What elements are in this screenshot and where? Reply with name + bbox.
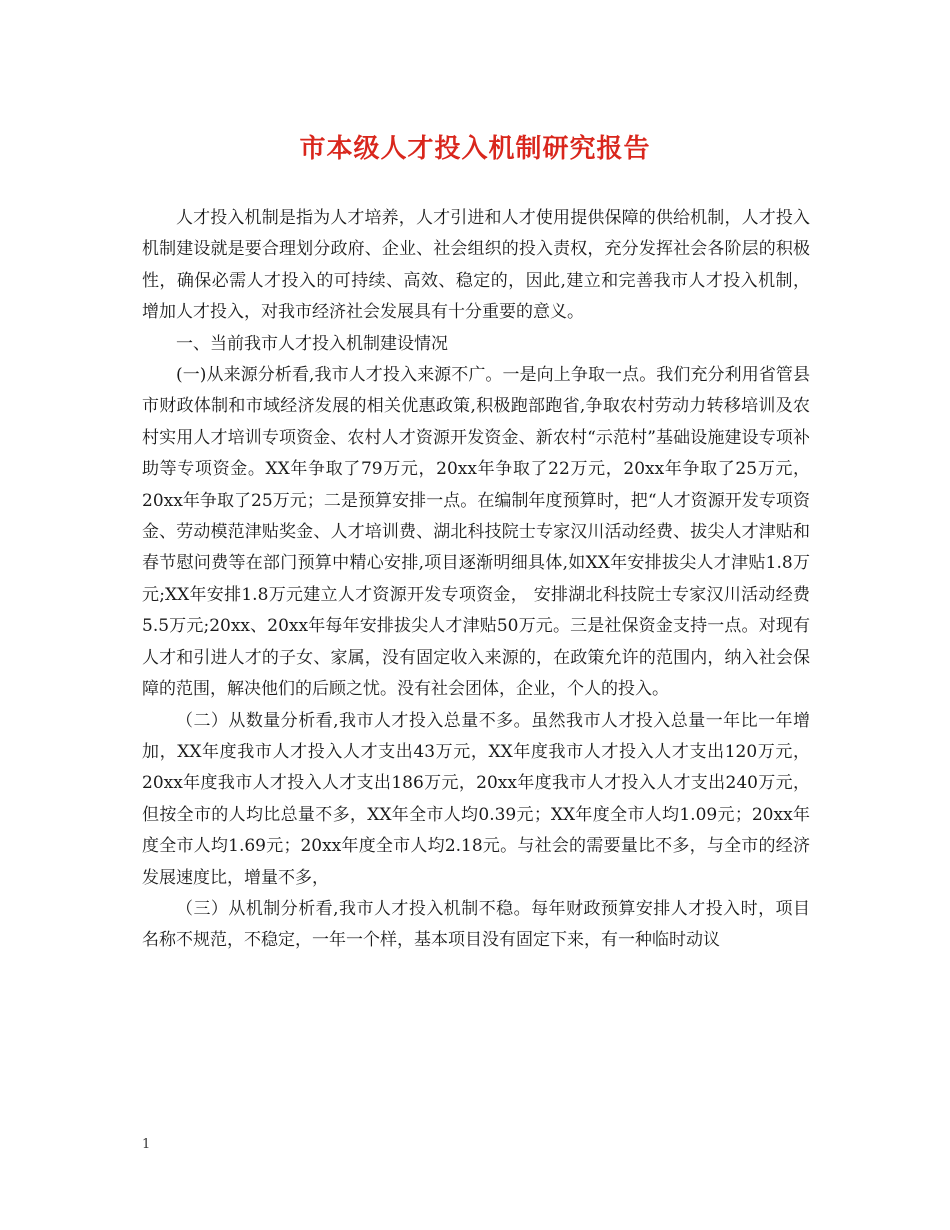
document-body	[142, 203, 810, 957]
section-heading-1: 一、当前我市人才投入机制建设情况	[176, 333, 448, 354]
paragraph-source-analysis: (一)从来源分析看,我市人才投入来源不广。一是向上争取一点。我们充分利用省管县市财政体制和市域经济发展的相关优惠政策,积极跑部跑省,争取农村劳动力转移培训及农村实用人才培训专项资金、农村人才资源开发资金、新农村“示范村”基础设施建设专项补助等专项资金。XX年争取了79万元，20xx年争取了22万元，20xx年争取了25万元，20xx年争取了25万元；二是预算安排一点。在编制年度预算时，把“人才资源开发专项资金、劳动模范津贴奖金、人才培训费、湖北科技院士专家汉川活动经费、拔尖人才津贴和春节慰问费等在部门预算中精心安排,项目逐渐明细具体,如XX年安排拔尖人才津贴1.8万元;XX年安排1.8万元建立人才资源开发专项资金， 安排湖北科技院士专家汉川活动经费5.5万元;20xx、20xx年每年安排拔尖人才津贴50万元。三是社保资金支持一点。对现有人才和引进人才的子女、家属，没有固定收入来源的，在政策允许的范围内，纳入社会保障的范围，解决他们的后顾之忧。没有社会团体，企业，个人的投入。	[142, 365, 810, 700]
paragraph-mechanism-analysis: （三）从机制分析看,我市人才投入机制不稳。每年财政预算安排人才投入时，项目名称不规范，不稳定，一年一个样，基本项目没有固定下来，有一种临时动议	[142, 898, 810, 951]
paragraph-intro: 人才投入机制是指为人才培养，人才引进和人才使用提供保障的供给机制，人才投入机制建设就是要合理划分政府、企业、社会组织的投入责权，充分发挥社会各阶层的积极性，确保必需人才投入的可持续、高效、稳定的，因此,建立和完善我市人才投入机制，增加人才投入，对我市经济社会发展具有十分重要的意义。	[142, 208, 810, 323]
paragraph-quantity-analysis: （二）从数量分析看,我市人才投入总量不多。虽然我市人才投入总量一年比一年增加，XX年度我市人才投入人才支出43万元，XX年度我市人才投入人才支出120万元，20xx年度我市人才投入人才支出186万元，20xx年度我市人才投入人才支出240万元，但按全市的人均比总量不多，XX年全市人均0.39元；XX年度全市人均1.09元；20xx年度全市人均1.69元；20xx年度全市人均2.18元。与社会的需要量比不多，与全市的经济发展速度比，增量不多，	[142, 710, 810, 888]
page-number: 1	[142, 1137, 151, 1152]
document-title: 市本级人才投入机制研究报告	[299, 134, 651, 164]
